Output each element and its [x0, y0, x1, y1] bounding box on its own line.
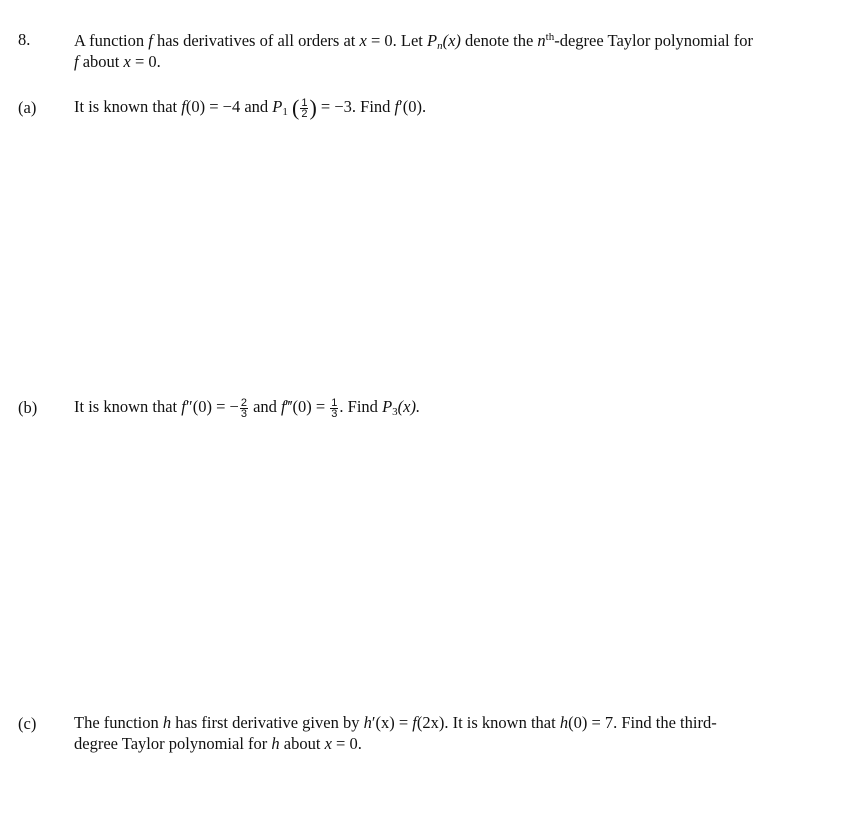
fraction-one-third: $\frac{1}{3}$ [331, 396, 338, 420]
fraction-one-half: $\frac{1}{2}$ [301, 96, 308, 120]
part-b-label: (b) [18, 398, 38, 417]
part-a-text: It is known that f(0) = −4 and $P_1$ ( $\frac{1}{2}$ ) = −3. Find f′(0). [74, 95, 427, 120]
part-a-label: (a) [18, 98, 37, 117]
part-c-text: The function h has first derivative given by h′(x) = f(2x). It is known that h(0) = 7. Find the third- degree Taylor polynomial for h about x = 0. [74, 713, 717, 753]
fraction-two-thirds: $\frac{2}{3}$ [240, 396, 247, 420]
problem-intro: A function f has derivatives of all orders at x = 0. Let $P_n(x)$ denote the $n^{th}$-degree Taylor polynomial for f about x = 0. [74, 31, 753, 71]
problem-number: 8. [18, 30, 31, 49]
part-b-text: It is known that f″(0) = − $\frac{2}{3}$ and f‴(0) = $\frac{1}{3}$ . Find $P_3(x)$. [74, 396, 421, 420]
part-c-label: (c) [18, 714, 37, 733]
